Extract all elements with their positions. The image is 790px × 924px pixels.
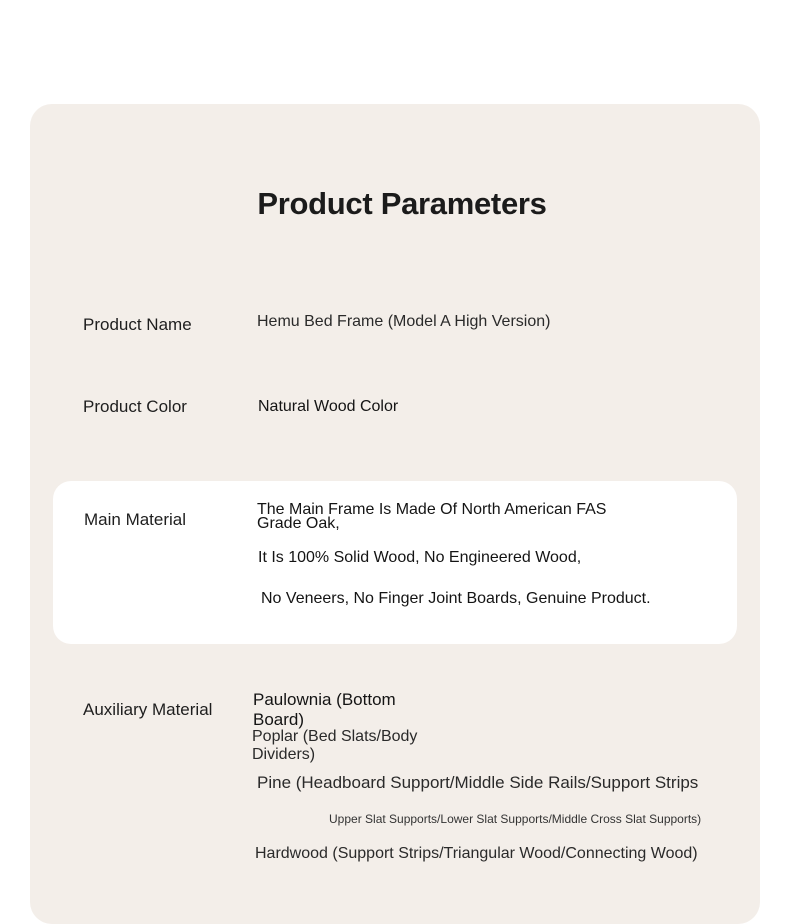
aux-item-poplar-1: Poplar (Bed Slats/Body: [252, 728, 418, 745]
page-title: Product Parameters: [257, 186, 547, 221]
main-material-line-1: The Main Frame Is Made Of North American FAS: [257, 501, 607, 518]
main-material-line-4: No Veneers, No Finger Joint Boards, Genuine Product.: [261, 590, 651, 607]
aux-item-paulownia-2: Board): [253, 710, 305, 729]
main-material-label: Main Material: [84, 510, 187, 529]
main-material-line-2: Grade Oak,: [257, 515, 340, 532]
aux-item-pine: Pine (Headboard Support/Middle Side Rails/Support Strips: [257, 773, 699, 792]
product-color-value: Natural Wood Color: [258, 398, 399, 415]
aux-item-paulownia-1: Paulownia (Bottom: [253, 690, 396, 709]
aux-item-hardwood: Hardwood (Support Strips/Triangular Wood/Connecting Wood): [255, 845, 698, 862]
aux-item-pine-details: Upper Slat Supports/Lower Slat Supports/Middle Cross Slat Supports): [329, 812, 702, 826]
aux-item-poplar-2: Dividers): [252, 746, 316, 763]
product-name-value: Hemu Bed Frame (Model A High Version): [257, 313, 551, 330]
product-color-label: Product Color: [83, 397, 187, 416]
auxiliary-material-label: Auxiliary Material: [83, 700, 213, 719]
main-material-line-3: It Is 100% Solid Wood, No Engineered Wood,: [258, 549, 582, 566]
product-name-label: Product Name: [83, 315, 192, 334]
